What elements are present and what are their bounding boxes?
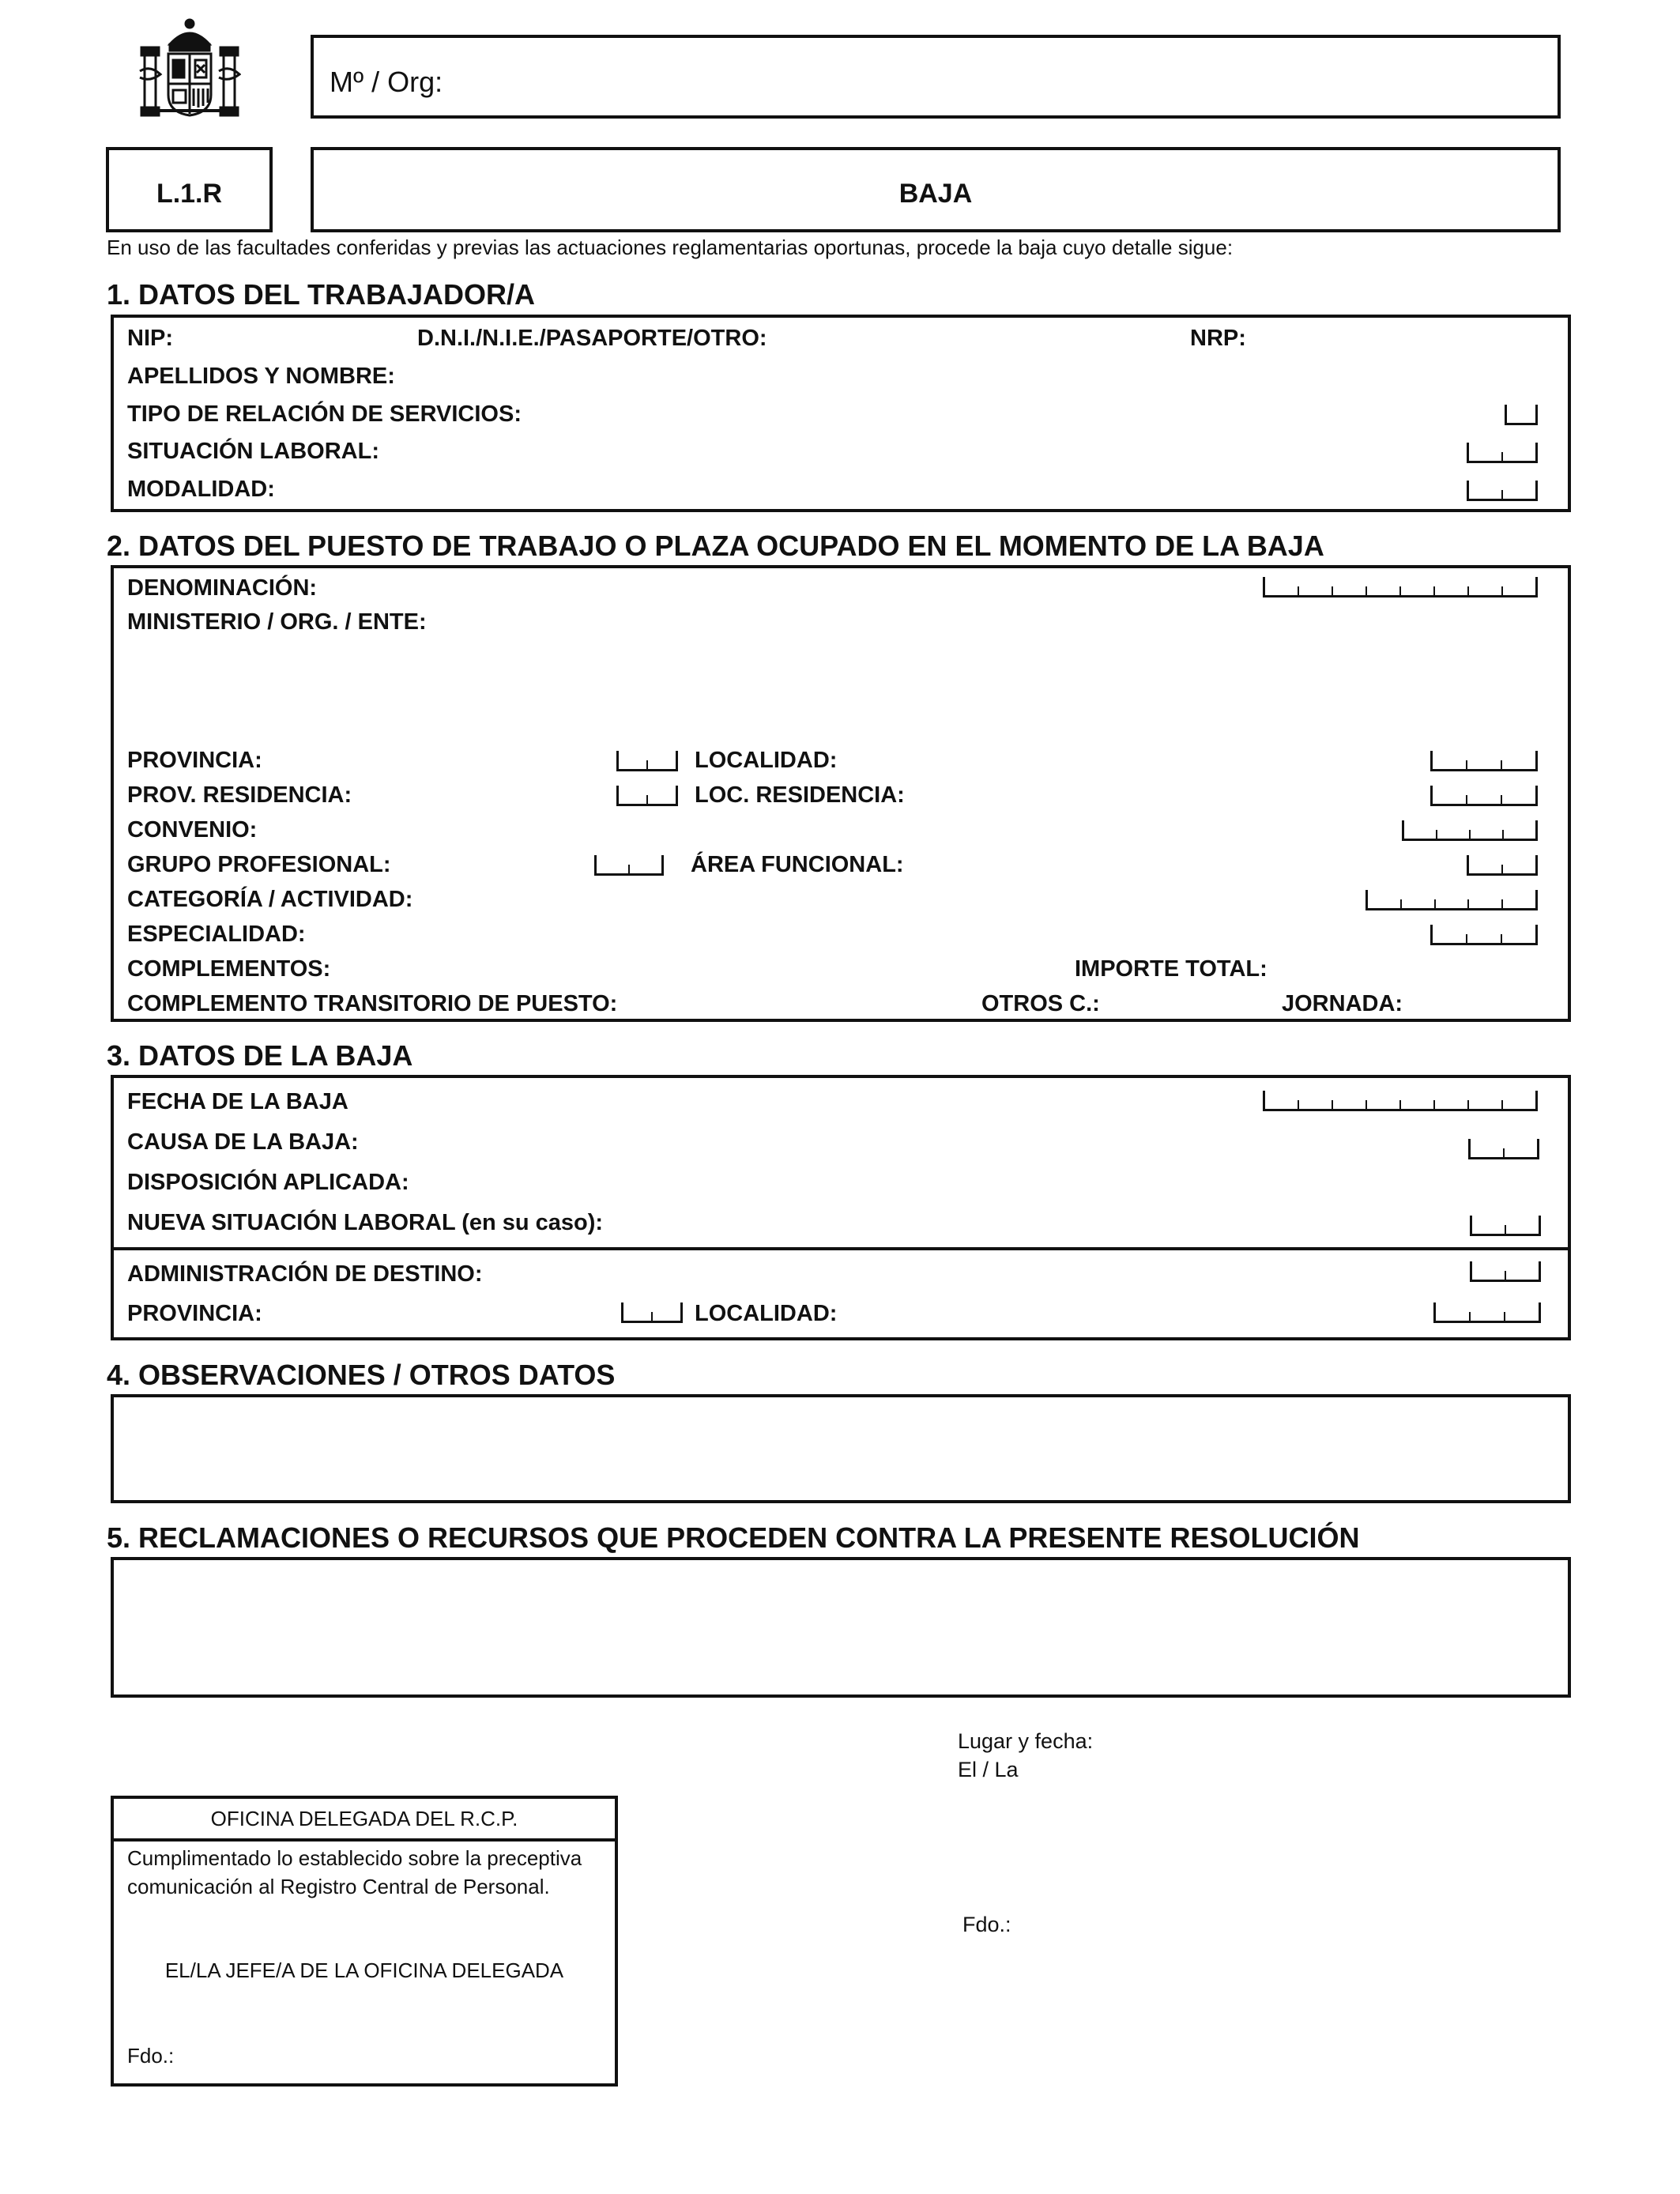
s3-localidad-label: LOCALIDAD: [695,1301,838,1326]
loc-residencia-cells[interactable] [1430,786,1538,806]
intro-text: En uso de las facultades conferidas y previas las actuaciones reglamentarias oportunas, procede la baja cuyo detalle sigue: [107,236,1234,259]
especialidad-label: ESPECIALIDAD: [127,922,306,947]
s3-provincia-cells[interactable] [621,1302,683,1323]
section4-title: 4. OBSERVACIONES / OTROS DATOS [107,1359,616,1391]
oficina-divider [111,1838,618,1842]
denominacion-label: DENOMINACIÓN: [127,575,318,601]
nueva-situacion-cells[interactable] [1470,1216,1541,1236]
form-title-box [311,147,1561,232]
causa-cells[interactable] [1468,1139,1539,1159]
categoria-label: CATEGORÍA / ACTIVIDAD: [127,887,413,912]
coat-of-arms-icon [138,16,241,120]
convenio-label: CONVENIO: [127,817,258,843]
s3-localidad-cells[interactable] [1433,1302,1541,1323]
administracion-label: ADMINISTRACIÓN DE DESTINO: [127,1261,483,1287]
situacion-cells[interactable] [1467,443,1538,463]
org-box [311,35,1561,119]
area-label: ÁREA FUNCIONAL: [691,852,904,877]
tipo-relacion-cells[interactable] [1505,405,1538,425]
denominacion-cells[interactable] [1263,577,1538,598]
localidad-label: LOCALIDAD: [695,748,838,773]
categoria-cells[interactable] [1365,890,1538,910]
tipo-relacion-label: TIPO DE RELACIÓN DE SERVICIOS: [127,401,522,427]
apellidos-label: APELLIDOS Y NOMBRE: [127,364,395,389]
section1-title: 1. DATOS DEL TRABAJADOR/A [107,278,536,311]
grupo-cells[interactable] [594,855,664,876]
dni-label: D.N.I./N.I.E./PASAPORTE/OTRO: [417,326,767,351]
otros-label: OTROS C.: [981,991,1100,1016]
section3-box [111,1075,1571,1340]
modalidad-label: MODALIDAD: [127,477,275,502]
oficina-title: OFICINA DELEGADA DEL R.C.P. [210,1807,518,1830]
prov-residencia-cells[interactable] [616,786,678,806]
section3-divider [111,1247,1571,1250]
provincia-cells[interactable] [616,751,678,771]
nueva-situacion-label: NUEVA SITUACIÓN LABORAL (en su caso): [127,1210,604,1235]
convenio-cells[interactable] [1402,820,1538,841]
s3-provincia-label: PROVINCIA: [127,1301,262,1326]
fecha-baja-label: FECHA DE LA BAJA [127,1089,348,1114]
oficina-fdo: Fdo.: [127,2044,175,2068]
org-label: Mº / Org: [330,66,443,98]
oficina-line2: comunicación al Registro Central de Personal. [127,1875,550,1898]
provincia-label: PROVINCIA: [127,748,262,773]
reclamaciones-box[interactable] [111,1557,1571,1698]
prov-residencia-label: PROV. RESIDENCIA: [127,782,352,808]
localidad-cells[interactable] [1430,751,1538,771]
disposicion-label: DISPOSICIÓN APLICADA: [127,1170,409,1195]
administracion-cells[interactable] [1470,1261,1541,1282]
nip-label: NIP: [127,326,173,351]
oficina-line1: Cumplimentado lo establecido sobre la preceptiva [127,1846,582,1870]
section2-title: 2. DATOS DEL PUESTO DE TRABAJO O PLAZA OCUPADO EN EL MOMENTO DE LA BAJA [107,530,1324,562]
form-code-box [106,147,273,232]
complementos-label: COMPLEMENTOS: [127,956,331,982]
loc-residencia-label: LOC. RESIDENCIA: [695,782,905,808]
jornada-label: JORNADA: [1282,991,1403,1016]
signature-fdo-label: Fdo.: [962,1913,1011,1936]
form-code: L.1.R [156,179,223,209]
causa-label: CAUSA DE LA BAJA: [127,1129,359,1155]
area-cells[interactable] [1467,855,1538,876]
lugar-fecha-label: Lugar y fecha: [958,1729,1094,1753]
situacion-label: SITUACIÓN LABORAL: [127,439,379,464]
grupo-label: GRUPO PROFESIONAL: [127,852,391,877]
comp-transitorio-label: COMPLEMENTO TRANSITORIO DE PUESTO: [127,991,618,1016]
oficina-jefe: EL/LA JEFE/A DE LA OFICINA DELEGADA [164,1958,564,1982]
ministerio-label: MINISTERIO / ORG. / ENTE: [127,609,427,635]
fecha-baja-cells[interactable] [1263,1091,1538,1111]
modalidad-cells[interactable] [1467,481,1538,501]
nrp-label: NRP: [1190,326,1246,351]
form-title: BAJA [898,179,973,209]
observaciones-box[interactable] [111,1394,1571,1503]
especialidad-cells[interactable] [1430,925,1538,945]
section5-title: 5. RECLAMACIONES O RECURSOS QUE PROCEDEN CONTRA LA PRESENTE RESOLUCIÓN [107,1521,1360,1554]
importe-label: IMPORTE TOTAL: [1075,956,1268,982]
el-la-label: El / La [958,1758,1019,1781]
section3-title: 3. DATOS DE LA BAJA [107,1039,413,1072]
